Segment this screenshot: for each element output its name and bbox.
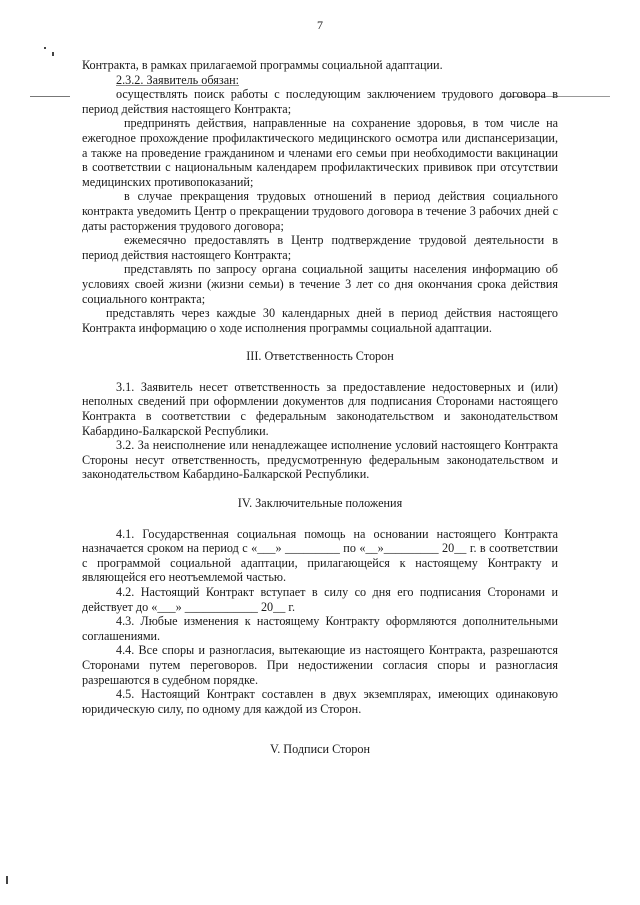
section-heading: IV. Заключительные положения: [237, 496, 403, 511]
scan-mark: [44, 47, 46, 49]
section-heading: V. Подписи Сторон: [269, 742, 371, 757]
paragraph: предпринять действия, направленные на сохранение здоровья, в том числе на ежегодное прохождение профилактического медицинского осмотра или диспансеризации, а также на проведение гражданином и членами его семьи при необходимости вакцинации в соответствии с национальным календарем профилактических прививок при отсутствии медицинских противопоказаний;: [82, 116, 558, 189]
scan-mark: [6, 876, 8, 884]
paragraph: 3.1. Заявитель несет ответственность за предоставление недостоверных и (или) неполных сведений при оформлении документов для подписания Сторонами настоящего Контракта в соответствии с федеральным законодательством и законодательством Кабардино-Балкарской Республики.: [82, 379, 558, 438]
paragraph: 4.1. Государственная социальная помощь на основании настоящего Контракта назначается сроком на период с «___» _________ по «__»_________ 20__ г. в соответствии с программой социальной адаптации, прилагающейся к настоящему Контракту и являющейся его неотъемлемой частью.: [82, 526, 558, 585]
paragraph: в случае прекращения трудовых отношений в период действия социального контракта уведомить Центр о прекращении трудового договора в течение 3 рабочих дней с даты расторжения трудового договора;: [82, 189, 558, 233]
page-number: 7: [317, 18, 323, 32]
paragraph: 3.2. За неисполнение или ненадлежащее исполнение условий настоящего Контракта Стороны несут ответственность, предусмотренную федеральным законодательством и законодательством Кабардино-Балкарской Республики.: [82, 438, 558, 482]
paragraph: 4.2. Настоящий Контракт вступает в силу со дня его подписания Сторонами и действует до «___» ____________ 20__ г.: [82, 585, 558, 614]
paragraph: 4.3. Любые изменения к настоящему Контракту оформляются дополнительными соглашениями.: [82, 614, 558, 643]
paragraph: Контракта, в рамках прилагаемой программы социальной адаптации.: [82, 58, 443, 72]
paragraph: 4.5. Настоящий Контракт составлен в двух экземплярах, имеющих одинаковую юридическую силу, по одному для каждой из Сторон.: [82, 687, 558, 716]
paragraph: 4.4. Все споры и разногласия, вытекающие из настоящего Контракта, разрешаются Сторонами путем переговоров. При недостижении согласия споры и разногласия разрешаются в судебном порядке.: [82, 643, 558, 687]
scan-mark: [52, 52, 54, 56]
clause-number: 2.3.2. Заявитель обязан:: [116, 72, 240, 87]
paragraph: представлять через каждые 30 календарных дней в период действия настоящего Контракта информацию о ходе исполнения программы социальной адаптации.: [82, 306, 558, 335]
paragraph: ежемесячно предоставлять в Центр подтверждение трудовой деятельности в период действия настоящего Контракта;: [82, 233, 558, 262]
paragraph: осуществлять поиск работы с последующим заключением трудового договора в период действия настоящего Контракта;: [82, 87, 558, 116]
document-body: [82, 58, 558, 773]
scan-line: [30, 96, 70, 97]
section-heading: III. Ответственность Сторон: [246, 349, 394, 364]
paragraph: представлять по запросу органа социальной защиты населения информацию об условиях своей жизни (жизни семьи) в течение 3 лет со дня окончания срока действия социального контракта;: [82, 262, 558, 306]
